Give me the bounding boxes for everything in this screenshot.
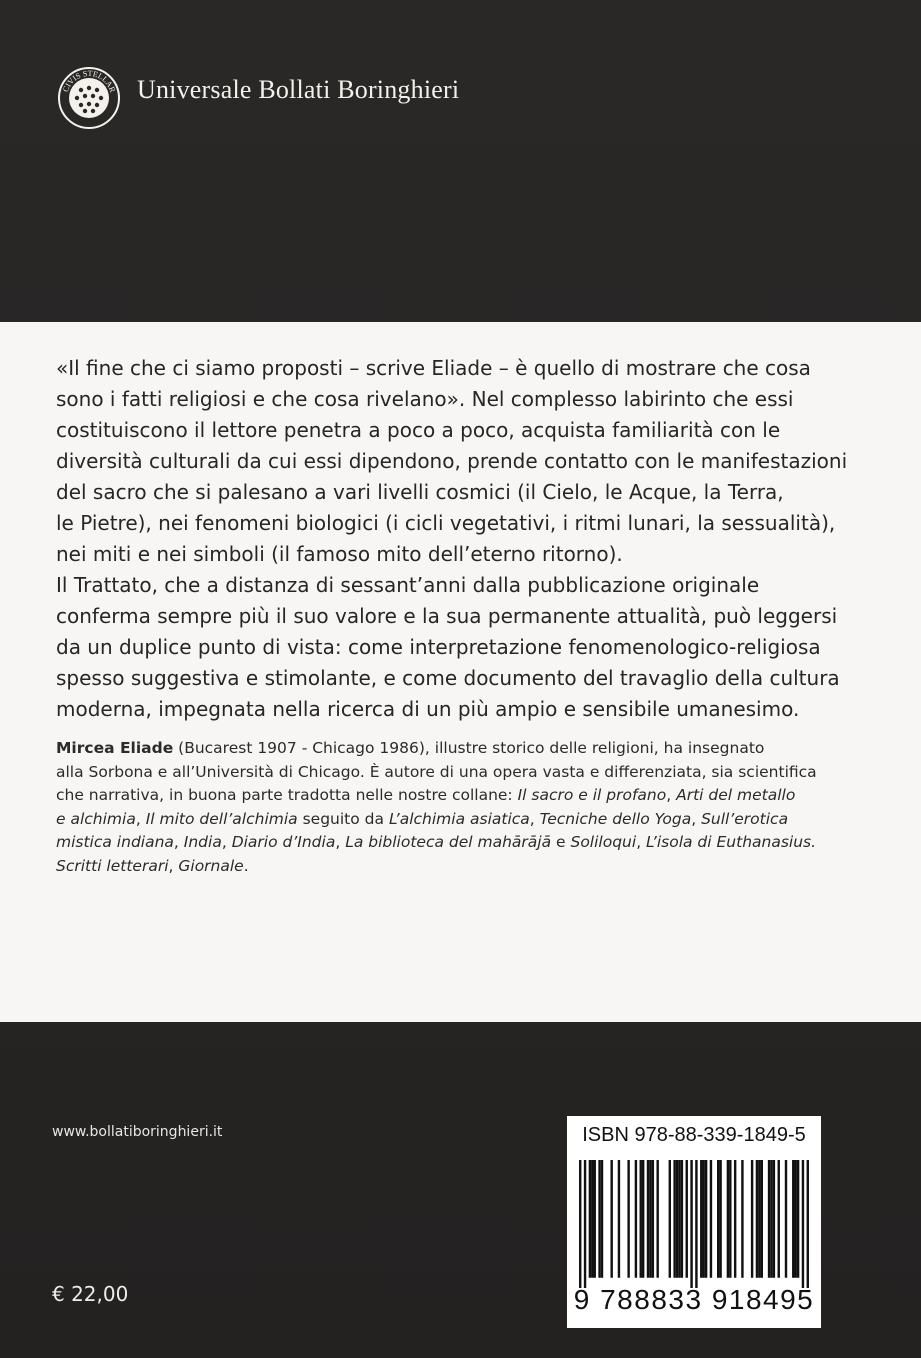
- bio-line: [56, 831, 886, 855]
- series-name: Universale Bollati Boringhieri: [137, 75, 460, 104]
- blurb-line: Il Trattato, che a distanza di sessant’anni dalla pubblicazione originale: [56, 573, 760, 597]
- barcode-bar: [797, 1160, 799, 1278]
- bio-text: seguito da: [297, 809, 389, 828]
- book-title: Scritti letterari: [56, 856, 169, 875]
- barcode-bar: [768, 1160, 770, 1278]
- blurb-line: del sacro che si palesano a vari livelli cosmici (il Cielo, le Acque, la Terra,: [56, 480, 784, 504]
- blurb-line: diversità culturali da cui essi dipendono, prende contatto con le manifestazioni: [56, 449, 848, 473]
- author-bio: [56, 737, 886, 878]
- barcode-bar: [710, 1160, 712, 1278]
- bio-line: [56, 737, 886, 761]
- bio-text: .: [243, 856, 249, 875]
- blurb-line: costituiscono il lettore penetra a poco a poco, acquista familiarità con le: [56, 418, 781, 442]
- bio-text: ,: [221, 833, 232, 851]
- blurb-text: [56, 353, 876, 725]
- book-title: India: [183, 833, 222, 851]
- bio-line: [56, 808, 886, 832]
- barcode-bar: [676, 1160, 678, 1278]
- barcode-bar: [656, 1160, 658, 1278]
- author-name: Mircea Eliade: [56, 739, 174, 757]
- price: € 22,00: [52, 1282, 129, 1306]
- bio-line: alla Sorbona e all’Università di Chicago. È autore di una opera vasta e differenziata, sia scientifica: [56, 762, 817, 781]
- book-title: L’alchimia asiatica: [388, 809, 530, 828]
- blurb-line: spesso suggestiva e stimolante, e come documento del travaglio della cultura: [56, 666, 840, 690]
- barcode-bar: [705, 1160, 707, 1278]
- bio-text: ,: [335, 833, 346, 851]
- barcode-bar: [734, 1160, 736, 1278]
- book-title: Giornale: [178, 856, 244, 875]
- logo-lettering: CIVIS STELLAR: [61, 68, 118, 94]
- bio-text: (Bucarest 1907 - Chicago 1986), illustre storico delle religioni, ha insegnato: [173, 739, 765, 757]
- barcode-bar: [686, 1160, 688, 1278]
- barcode-bar: [778, 1160, 780, 1278]
- barcode-bar: [589, 1160, 591, 1278]
- bio-line: [56, 784, 886, 808]
- blurb-line: nei miti e nei simboli (il famoso mito dell’eterno ritorno).: [56, 542, 623, 566]
- book-title: La biblioteca del mahārājā: [345, 833, 552, 851]
- bio-text: ,: [529, 809, 540, 828]
- barcode-bar: [792, 1160, 794, 1278]
- book-title: Diario d’India: [231, 833, 336, 851]
- barcode-bar: [756, 1160, 758, 1278]
- barcode-bar: [635, 1160, 637, 1278]
- barcode-bar: [601, 1160, 603, 1278]
- bio-text: ,: [691, 809, 702, 828]
- barcode-label: [567, 1116, 821, 1328]
- blurb-line: moderna, impegnata nella ricerca di un più ampio e sensibile umanesimo.: [56, 697, 800, 721]
- barcode-bar: [727, 1160, 729, 1278]
- bio-text: ,: [666, 786, 677, 804]
- bio-text: che narrativa, in buona parte tradotta nelle nostre collane:: [56, 786, 518, 804]
- barcode-bar: [794, 1160, 796, 1278]
- blurb-line: conferma sempre più il suo valore e la sua permanente attualità, può leggersi: [56, 604, 838, 628]
- barcode-bar: [717, 1160, 719, 1278]
- ean-digits: 9 788833 918495: [573, 1284, 815, 1315]
- barcode-bar: [690, 1160, 692, 1288]
- isbn-text: ISBN 978-88-339-1849-5: [582, 1124, 806, 1146]
- book-title: mistica indiana: [56, 833, 174, 851]
- blurb-line: «Il fine che ci siamo proposti – scrive Eliade – è quello di mostrare che cosa: [56, 356, 811, 380]
- blurb-line: da un duplice punto di vista: come interpretazione fenomenologico-religiosa: [56, 635, 821, 659]
- bio-text: e: [551, 833, 571, 851]
- barcode-bar: [647, 1160, 649, 1278]
- barcode-bar: [594, 1160, 596, 1278]
- book-title: Sull’erotica: [701, 809, 789, 828]
- blurb-line: sono i fatti religiosi e che cosa rivelano». Nel complesso labirinto che essi: [56, 387, 794, 411]
- barcode-bar: [678, 1160, 680, 1278]
- barcode-bar: [598, 1160, 600, 1278]
- barcode-bar: [802, 1160, 804, 1288]
- book-title: Soliloqui: [570, 833, 637, 851]
- barcode-bar: [681, 1160, 683, 1278]
- barcode-bar: [652, 1160, 654, 1278]
- bio-text: ,: [636, 833, 647, 851]
- barcode-bar: [669, 1160, 671, 1278]
- bio-text: ,: [173, 833, 184, 851]
- barcode-bar: [627, 1160, 629, 1278]
- book-title: Tecniche dello Yoga: [539, 809, 692, 828]
- book-title: Il mito dell’alchimia: [145, 809, 298, 828]
- barcode-bar: [807, 1160, 809, 1288]
- bio-line: [56, 855, 886, 879]
- barcode-bar: [700, 1160, 702, 1278]
- barcode-bar: [751, 1160, 753, 1278]
- barcode-bar: [618, 1160, 620, 1278]
- barcode-bar: [695, 1160, 697, 1288]
- barcode-bar: [741, 1160, 743, 1278]
- book-title: L’isola di Euthanasius.: [646, 833, 817, 851]
- civis-stellar-logo-icon: [57, 66, 121, 130]
- book-title: Arti del metallo: [676, 786, 796, 804]
- blurb-line: le Pietre), nei fenomeni biologici (i cicli vegetativi, i ritmi lunari, la sessualità),: [56, 511, 836, 535]
- barcode-bar: [584, 1160, 586, 1288]
- barcode-bar: [719, 1160, 721, 1278]
- barcode-bar: [640, 1160, 642, 1278]
- barcode-bar: [773, 1160, 775, 1278]
- bio-text: ,: [135, 809, 146, 828]
- barcode-bar: [649, 1160, 651, 1278]
- barcode-bar: [673, 1160, 675, 1278]
- barcode-bar: [729, 1160, 731, 1278]
- book-title: Il sacro e il profano: [517, 786, 667, 804]
- barcode-bar: [591, 1160, 593, 1278]
- barcode-bar: [610, 1160, 612, 1278]
- barcode-bar: [785, 1160, 787, 1278]
- barcode-bar: [642, 1160, 644, 1278]
- book-title: e alchimia: [56, 809, 136, 828]
- bio-text: ,: [168, 856, 179, 875]
- barcode-bar: [761, 1160, 763, 1278]
- barcode-icon: [579, 1160, 809, 1288]
- barcode-bar: [758, 1160, 760, 1278]
- barcode-bar: [770, 1160, 772, 1278]
- barcode-bar: [702, 1160, 704, 1278]
- publisher-website: www.bollatiboringhieri.it: [52, 1124, 223, 1140]
- barcode-bar: [579, 1160, 581, 1288]
